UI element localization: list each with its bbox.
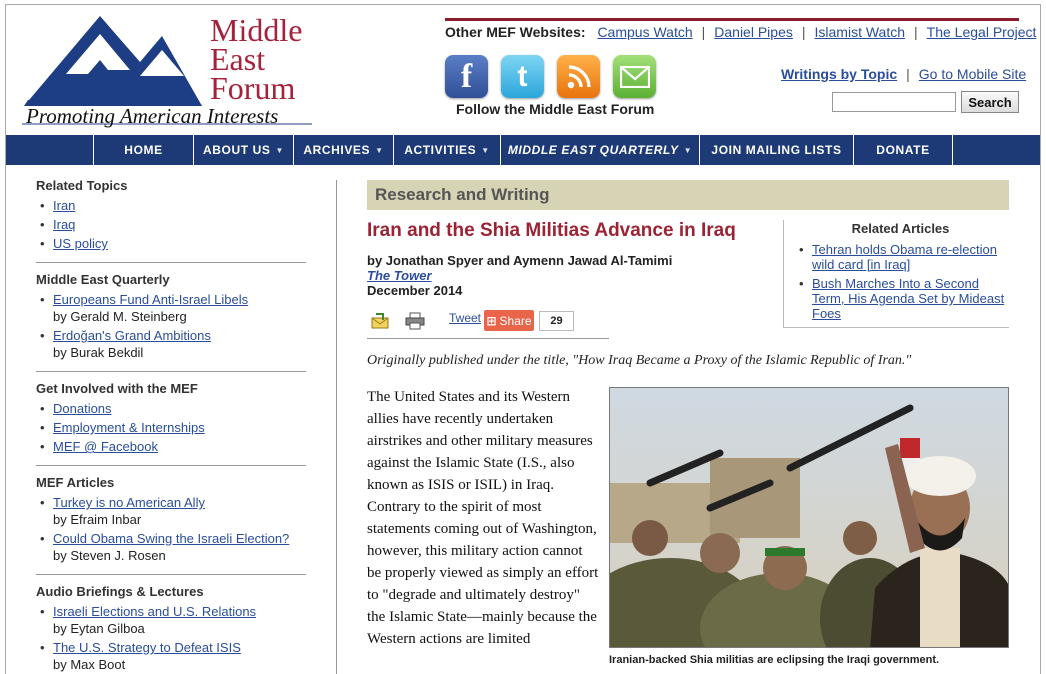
share-count: 29 — [539, 311, 574, 331]
nav-activities[interactable]: ACTIVITIES ▼ — [393, 135, 500, 165]
sidebar-audio-briefings — [36, 584, 306, 674]
publication-link[interactable]: The Tower — [367, 268, 432, 283]
list-item — [36, 438, 306, 455]
article-author: by Max Boot — [53, 657, 126, 672]
list-item — [36, 530, 306, 564]
chevron-down-icon: ▼ — [683, 145, 693, 155]
topic-link-us-policy[interactable]: US policy — [53, 236, 108, 251]
photo-caption: Iranian-backed Shia militias are eclipsing the Iraqi government. — [609, 654, 940, 666]
article-title: Iran and the Shia Militias Advance in Iraq — [367, 220, 736, 241]
list-item — [36, 216, 306, 233]
link-campus-watch[interactable]: Campus Watch — [597, 24, 693, 40]
list-item — [36, 494, 306, 528]
nav-donate[interactable]: DONATE — [853, 135, 953, 165]
main-nav — [6, 135, 1040, 165]
article-authors: by Jonathan Spyer and Aymenn Jawad Al-Tamimi — [367, 253, 673, 268]
tagline: Promoting American Interests — [26, 104, 279, 128]
search-input[interactable] — [832, 92, 956, 112]
list-item — [36, 400, 306, 417]
search-button[interactable]: Search — [961, 91, 1019, 113]
related-article-link[interactable]: Tehran holds Obama re-election wild card [in Iraq] — [812, 242, 997, 272]
article-date: December 2014 — [367, 283, 463, 298]
sidebar-section-title: MEF Articles — [36, 475, 115, 490]
article-body: The United States and its Western allies have recently undertaken airstrikes and other military measures against the Islamic State (I.S., also known as ISIS or ISIL) in Iraq. Contrary to the spirit of most statements coming out of Washington, however, this military action cannot be properly viewed as simply an effort to "degrade and ultimately destroy" the Islamic State—mainly because the Western actions are limited — [367, 389, 599, 647]
list-item — [36, 197, 306, 214]
article-author: by Steven J. Rosen — [53, 548, 166, 563]
byline — [367, 253, 672, 298]
employment-link[interactable]: Employment & Internships — [53, 420, 205, 435]
link-legal-project[interactable]: The Legal Project — [926, 24, 1037, 40]
print-icon[interactable] — [405, 312, 425, 330]
nav-join-mailing-lists[interactable]: JOIN MAILING LISTS — [699, 135, 853, 165]
share-button[interactable]: ⊞ Share — [484, 310, 534, 331]
plus-icon: ⊞ — [486, 313, 497, 328]
chevron-down-icon: ▼ — [275, 145, 284, 155]
mef-article-link[interactable]: Could Obama Swing the Israeli Election? — [53, 531, 290, 546]
nav-about-us[interactable]: ABOUT US ▼ — [193, 135, 293, 165]
sidebar-get-involved — [36, 381, 306, 466]
share-toolbar — [367, 309, 609, 339]
email-article-icon[interactable] — [371, 312, 389, 330]
social-icons — [445, 55, 656, 98]
sidebar-section-title: Middle East Quarterly — [36, 272, 170, 287]
nav-home[interactable]: HOME — [93, 135, 193, 165]
email-icon[interactable] — [613, 55, 656, 98]
facebook-link[interactable]: MEF @ Facebook — [53, 439, 158, 454]
list-item — [36, 291, 306, 325]
list-item — [36, 603, 306, 637]
list-item — [36, 419, 306, 436]
sidebar — [36, 178, 306, 674]
list-item — [796, 242, 1005, 272]
list-item — [796, 276, 1005, 321]
sidebar-section-title: Related Topics — [36, 178, 128, 193]
nav-archives[interactable]: ARCHIVES ▼ — [293, 135, 393, 165]
chevron-down-icon: ▼ — [375, 145, 384, 155]
logo-wordmark: Middle East Forum — [210, 12, 303, 106]
column-divider — [336, 180, 337, 674]
facebook-icon[interactable]: f — [445, 55, 488, 98]
link-daniel-pipes[interactable]: Daniel Pipes — [714, 24, 793, 40]
utility-links: Writings by Topic | Go to Mobile Site — [781, 66, 1027, 82]
mobile-site-link[interactable]: Go to Mobile Site — [918, 66, 1027, 82]
sidebar-meq — [36, 272, 306, 372]
article-author: by Burak Bekdil — [53, 345, 144, 360]
chevron-down-icon: ▼ — [481, 145, 490, 155]
section-header: Research and Writing — [367, 180, 1009, 210]
sidebar-section-title: Get Involved with the MEF — [36, 381, 198, 396]
audio-briefing-link[interactable]: The U.S. Strategy to Defeat ISIS — [53, 640, 241, 655]
writings-by-topic-link[interactable]: Writings by Topic — [781, 66, 898, 82]
rss-icon[interactable] — [557, 55, 600, 98]
sidebar-related-topics — [36, 178, 306, 263]
article-author: by Eytan Gilboa — [53, 621, 145, 636]
list-item — [36, 235, 306, 252]
meq-article-link[interactable]: Europeans Fund Anti-Israel Libels — [53, 292, 249, 307]
nav-middle-east-quarterly[interactable]: MIDDLE EAST QUARTERLY ▼ — [500, 135, 699, 165]
original-publication-note: Originally published under the title, "How Iraq Became a Proxy of the Islamic Republic of Iran." — [367, 353, 912, 368]
article-author: by Gerald M. Steinberg — [53, 309, 187, 324]
related-articles — [783, 220, 1009, 328]
header-accent-line — [445, 18, 1019, 21]
topic-link-iraq[interactable]: Iraq — [53, 217, 76, 232]
topic-link-iran[interactable]: Iran — [53, 198, 76, 213]
list-item — [36, 639, 306, 673]
other-sites-label: Other MEF Websites: — [445, 24, 586, 40]
sidebar-mef-articles — [36, 475, 306, 575]
link-islamist-watch[interactable]: Islamist Watch — [814, 24, 906, 40]
list-item — [36, 327, 306, 361]
meq-article-link[interactable]: Erdoğan's Grand Ambitions — [53, 328, 211, 343]
twitter-icon[interactable]: t — [501, 55, 544, 98]
related-article-link[interactable]: Bush Marches Into a Second Term, His Agenda Set by Mideast Foes — [812, 276, 1005, 321]
article-author: by Efraim Inbar — [53, 512, 142, 527]
related-articles-title: Related Articles — [851, 221, 950, 236]
article-photo — [609, 387, 1009, 648]
sidebar-section-title: Audio Briefings & Lectures — [36, 584, 204, 599]
donations-link[interactable]: Donations — [53, 401, 112, 416]
tweet-button[interactable]: Tweet — [449, 311, 482, 325]
audio-briefing-link[interactable]: Israeli Elections and U.S. Relations — [53, 604, 257, 619]
other-sites-bar: Other MEF Websites: Campus Watch | Daniel Pipes | Islamist Watch | The Legal Project — [445, 24, 1037, 40]
mef-article-link[interactable]: Turkey is no American Ally — [53, 495, 205, 510]
follow-text: Follow the Middle East Forum — [456, 101, 655, 117]
